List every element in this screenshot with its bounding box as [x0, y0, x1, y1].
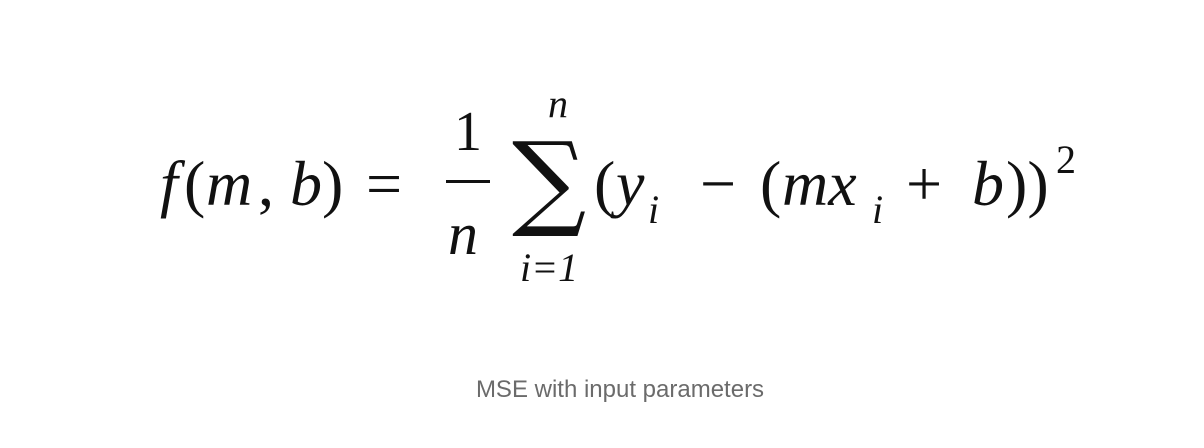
open-paren: ( [184, 148, 206, 219]
summation-symbol: ∑ [512, 119, 587, 241]
subscript-i-x: i [872, 187, 884, 232]
close-paren: ) [322, 148, 344, 219]
var-m: m [206, 148, 253, 219]
fraction-numerator: 1 [454, 101, 482, 163]
close-parens: )) [1006, 148, 1049, 219]
minus-sign: − [700, 148, 737, 219]
mx-term: mx [782, 148, 857, 219]
sum-upper-limit: n [548, 81, 568, 126]
function-name: f [160, 148, 178, 219]
fraction-bar [446, 180, 490, 183]
open-paren-outer: ( [594, 148, 616, 219]
b-term: b [972, 148, 1004, 219]
subscript-i-y: i [648, 187, 660, 232]
figure-caption: MSE with input parameters [475, 376, 765, 403]
equals-sign: = [366, 148, 403, 219]
sum-lower-limit: i=1 [520, 245, 579, 290]
plus-sign: + [906, 148, 943, 219]
open-paren-inner: ( [760, 148, 782, 219]
comma: , [258, 148, 274, 219]
fraction-denominator: n [448, 201, 478, 267]
exponent-two: 2 [1056, 137, 1076, 182]
var-b: b [290, 148, 322, 219]
var-y: y [616, 148, 645, 219]
